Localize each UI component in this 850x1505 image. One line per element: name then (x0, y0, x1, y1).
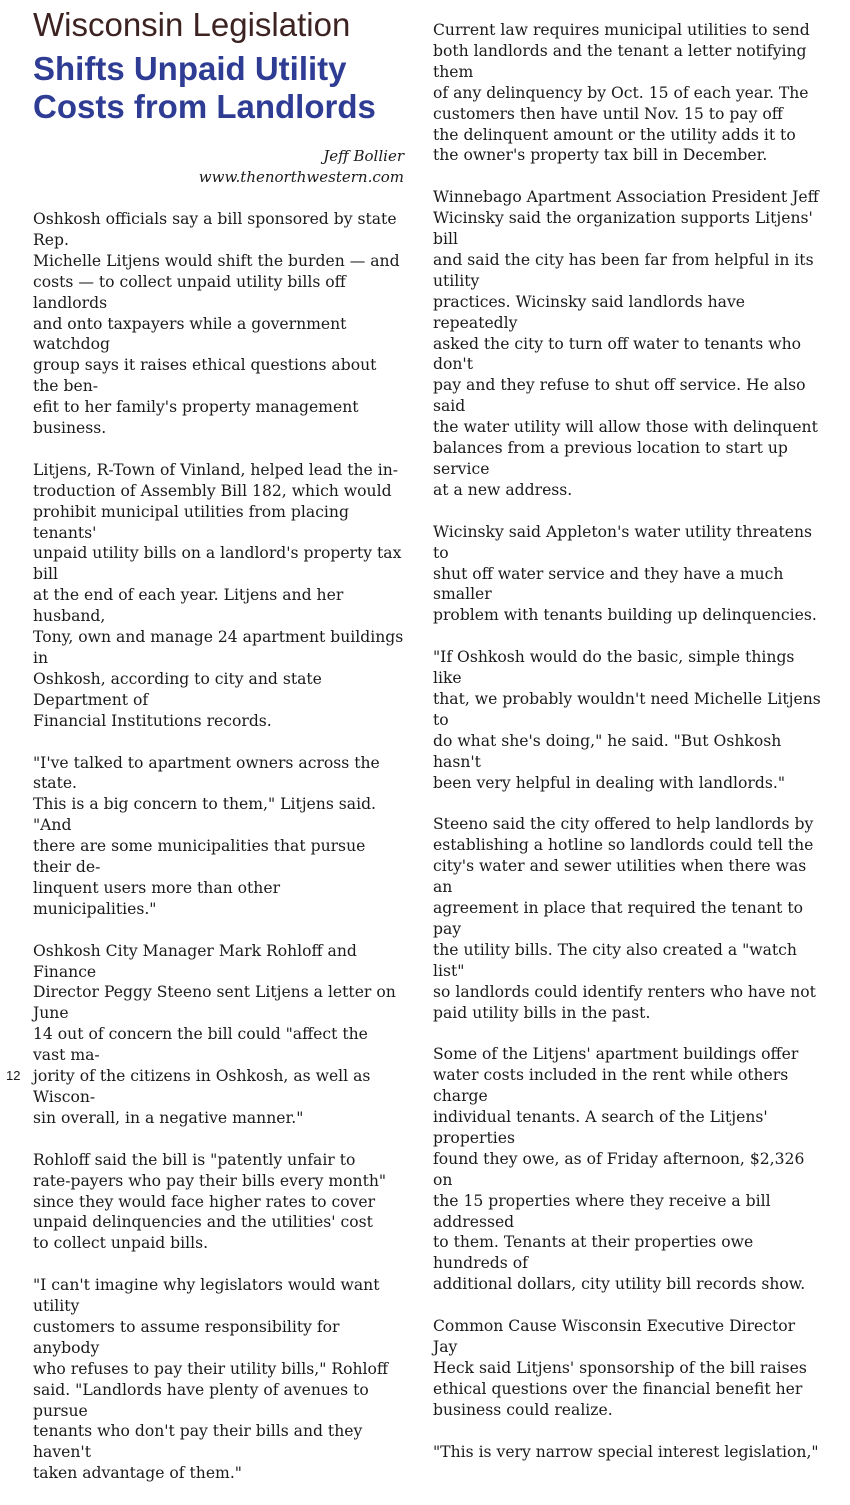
author-name: Jeff Bollier (323, 147, 404, 165)
paragraph: Common Cause Wisconsin Executive Director Jay Heck said Litjens' sponsorship of the bill raises ethical questions over the financial benefit her business could realize. (433, 1317, 807, 1419)
article-kicker: Wisconsin Legislation (33, 6, 351, 43)
paragraph: Winnebago Apartment Association President Jeff Wicinsky said the organization supports Litjens' bill and said the city has been far from helpful in its utility practices. Wicinsky said landlords have repeatedly asked the city to turn off water to tenants who don't pay and they refuse to shut off service. He also said the water utility will allow those with delinquent balances from a previous location to start up service at a new address. (433, 188, 819, 499)
article-headline: Shifts Unpaid Utility Costs from Landlords (33, 50, 376, 125)
paragraph: Wicinsky said Appleton's water utility threatens to shut off water service and they have a much smaller problem with tenants building up delinquencies. (433, 522, 817, 625)
byline (199, 146, 404, 188)
left-column (33, 209, 405, 1505)
paragraph: Current law requires municipal utilities to send both landlords and the tenant a letter notifying them of any delinquency by Oct. 15 of each year. The customers then have until Nov. 15 to pay off the delinquent amount or the utility adds it to the owner's property tax bill in December. (433, 21, 810, 165)
paragraph: Steeno said the city offered to help landlords by establishing a hotline so landlords could tell the city's water and sewer utilities when there was an agreement in place that required the tenant to pay the utility bills. The city also created a "watch list" so landlords could identify renters who have not paid utility bills in the past. (433, 815, 816, 1022)
paragraph: Oshkosh officials say a bill sponsored by state Rep. Michelle Litjens would shift the burden — and costs — to collect unpaid utility bills off landlords and onto taxpayers while a government watchdog group says it raises ethical questions about the ben- efit to her family's property management business. (33, 210, 400, 438)
paragraph: "If Oshkosh would do the basic, simple things like that, we probably wouldn't need Michelle Litjens to do what she's doing," he said. "But Oshkosh hasn't been very helpful in dealing with landlords." (433, 648, 821, 792)
paragraph: Rohloff said the bill is "patently unfair to rate-payers who pay their bills every month" since they would face higher rates to cover unpaid delinquencies and the utilities' cost to collect unpaid bills. (33, 1150, 387, 1253)
page-number: 12 (6, 1068, 21, 1083)
paragraph: "I've talked to apartment owners across the state. This is a big concern to them," Litjens said. "And there are some municipalities that pursue their de- linquent users more than other municipalities." (33, 753, 380, 918)
paragraph: "I can't imagine why legislators would want utility customers to assume responsibility for anybody who refuses to pay their utility bills," Rohloff said. "Landlords have plenty of avenues to pursue tenants who don't pay their bills and they haven't taken advantage of them." (33, 1276, 388, 1483)
source-url: www.thenorthwestern.com (198, 168, 404, 186)
paragraph: "This is very narrow special interest legislation," (433, 1442, 819, 1461)
paragraph: Litjens, R-Town of Vinland, helped lead the in- troduction of Assembly Bill 182, which would prohibit municipal utilities from placing tenants' unpaid utility bills on a landlord's property tax bill at the end of each year. Litjens and her husband, Tony, own and manage 24 apartment buildings in Oshkosh, according to city and state Department of Financial Institutions records. (33, 460, 404, 730)
paragraph: Some of the Litjens' apartment buildings offer water costs included in the rent while others charge individual tenants. A search of the Litjens' properties found they owe, as of Friday afternoon, $2,326 on the 15 properties where they receive a bill addressed to them. Tenants at their properties owe hundreds of additional dollars, city utility bill records show. (433, 1045, 806, 1294)
paragraph: Oshkosh City Manager Mark Rohloff and Finance Director Peggy Steeno sent Litjens a letter on June 14 out of concern the bill could "affect the vast ma- jority of the citizens in Oshkosh, as well as Wiscon- sin overall, in a negative manner." (33, 941, 396, 1127)
right-column (433, 20, 823, 1483)
